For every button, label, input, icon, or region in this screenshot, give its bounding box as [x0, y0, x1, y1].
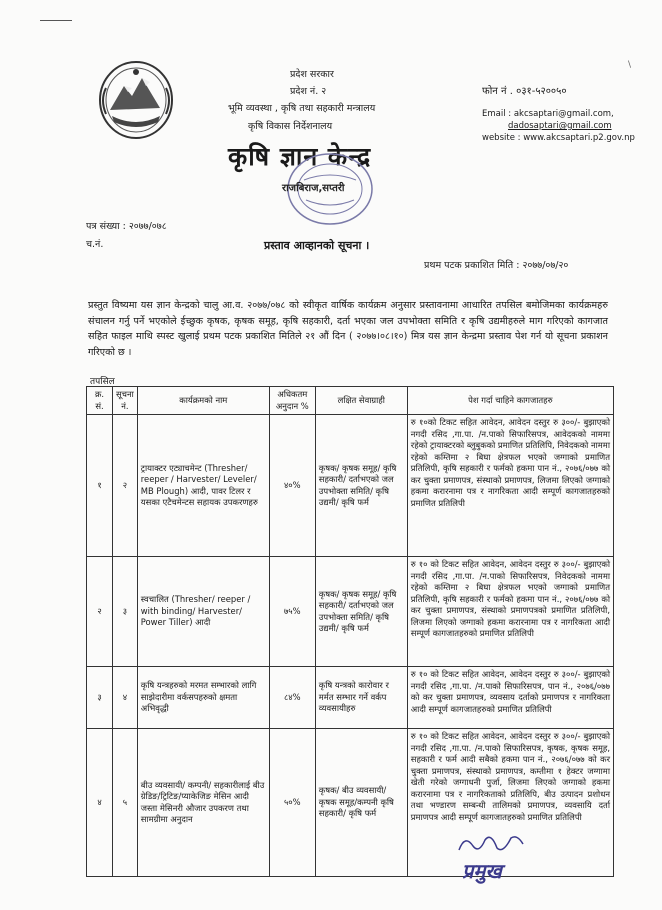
cell-sn: ३: [87, 667, 113, 729]
cell-subsidy: ८४%: [269, 667, 315, 729]
program-table: [86, 386, 614, 877]
chalani-number: च.नं.: [86, 239, 104, 250]
cell-sn: ४: [87, 729, 113, 877]
cell-beneficiary: कृषक/ कृषक समूह/ कृषि सहकारी/ दर्ताभएको जल उपभोक्ता समिति/ कृषि उद्यमी/ कृषि फर्म: [315, 557, 407, 667]
table-header-row: [87, 387, 614, 415]
office-title: कृषि ज्ञान केन्द्र: [228, 142, 372, 171]
table-row: [87, 667, 614, 729]
cell-documents: रु १० को टिकट सहित आवेदन, आवेदन दस्तुर रु ३००/- बुझाएको नगदी रसिद ,गा.पा. /न.पाको सिफारिसपत्र, निवेदकको नाममा रहेको कम्तिमा २ बिघा क्षेत्रफल भएको जग्गाको प्रमाणित प्रतिलिपी, कृषि सहकारी र फर्मको हकमा पान नं., २०७६/०७७ को कर चुक्ता प्रमाणपत्र, संस्थाको प्रमाणपत्रको प्रमाणित प्रतिलिपी, लिजमा लिएको जग्गाको हकमा करारनामा पत्र र नागरिकता आदी सम्पूर्ण कागजातहरुको प्रमाणित प्रतिलिपी: [407, 557, 613, 667]
cell-notice-no: २: [113, 415, 138, 557]
tapsil-label: तपसिल: [90, 377, 115, 387]
header-line-1: प्रदेश सरकार: [290, 69, 334, 80]
header-line-3: भूमि व्यवस्था , कृषि तथा सहकारी मन्त्रालय: [228, 103, 376, 114]
table-row: [87, 557, 614, 667]
cell-sn: २: [87, 557, 113, 667]
cell-notice-no: ४: [113, 667, 138, 729]
notice-paragraph: प्रस्तुत विष्यमा यस ज्ञान केन्द्रको चालु आ.व. २०७७/०७८ को स्वीकृत वार्षिक कार्यक्रम अनुसार प्रस्तावनामा आधारित तपसिल बमोजिमका कार्यक्रमहरु संचालन गर्नु पर्ने भएकोले ईच्छुक कृषक, कृषक समूह, कृषि सहकारी, दर्ता भएका जल उपभोक्ता समिति र कृषि उद्यमीहरुले माग गरिएको कागजात सहित फाइल माथि स्पस्ट खुलाई प्रथम पटक प्रकाशित मितिले २१ औं दिन ( २०७७।०८।१०) मित्र यस ज्ञान केन्द्रमा प्रस्ताव पेश गर्न यो सूचना प्रकाशन गरिएको छ ।: [88, 300, 608, 358]
col-header-sn: क्र. सं.: [87, 387, 113, 415]
header-line-4: कृषि विकास निर्देशनालय: [248, 121, 333, 132]
patra-sankhya: पत्र संख्या : २०७७/०७८: [86, 221, 167, 232]
col-header-subsidy: अधिकतम अनुदान %: [269, 387, 315, 415]
published-date: प्रथम पटक प्रकाशित मिति : २०७७/०७/२०: [424, 260, 569, 271]
cell-program: ट्रायाक्टर एट्याचमेन्ट (Thresher/ reeper / Harvester/ Leveler/ MB Plough) आदी, पावर टिलर र यसका एटैचमेन्टस सहायक उपकरणहरु: [137, 415, 269, 557]
cell-documents: रु १० को टिकट सहित आवेदन, आवेदन दस्तुर रु ३००/- बुझाएको नगदी रसिद ,गा.पा. /न.पाको सिफारिसपत्र, पान नं., २०७६/०७७ को कर चुक्ता प्रमाणपत्र, व्यवसाय दर्ताको प्रमाणपत्र र नागरिकता आदी सम्पूर्ण कागजातहरुको प्रमाणित प्रतिलिपी: [407, 667, 613, 729]
col-header-notice: सूचना नं.: [113, 387, 138, 415]
col-header-program: कार्यक्रमको नाम: [137, 387, 269, 415]
top-margin-line: [40, 20, 72, 21]
signature-scribble-icon: [455, 832, 527, 856]
table-row: [87, 729, 614, 877]
cell-subsidy: ७५%: [269, 557, 315, 667]
col-header-documents: पेश गर्दा चाहिने कागजातहरु: [407, 387, 613, 415]
cell-program: कृषि यन्त्रहरुको मरमत सम्भारको लागि साझेदारीमा वर्कसपहरुको क्षमता अभिवृद्धी: [137, 667, 269, 729]
email-secondary: dadosaptari@gmail.com: [508, 121, 612, 131]
email-primary: Email : akcsaptari@gmail.com,: [482, 109, 614, 119]
seal-signature-text: राजबिराज,सप्तरी: [282, 183, 345, 194]
website: website : www.akcsaptari.p2.gov.np: [482, 133, 635, 143]
cell-beneficiary: कृषक/ कृषक समूह/ कृषि सहकारी/ दर्ताभएको जल उपभोक्ता समिति/ कृषि उद्यमी/ कृषि फर्म: [315, 415, 407, 557]
nepal-emblem-icon: [96, 58, 176, 142]
cell-beneficiary: कृषक/ बीउ व्यवसायी/ कृषक समूह/कम्पनी कृषि सहकारी/ कृषि फर्म: [315, 729, 407, 877]
cell-beneficiary: कृषि यन्त्रको कारोवार र मर्मत सम्भार गर्ने वर्कप व्यवसायीहरु: [315, 667, 407, 729]
notice-title: प्रस्ताव आव्हानको सूचना ।: [264, 239, 370, 252]
cell-program: बीउ व्यवसायी/ कम्पनी/ सहकारीलाई बीउ ग्रेडिङ/ट्रिटिङ/प्याकेजिङ मेसिन आदी जस्ता मेसिनरी औजार उपकरण तथा सामग्रीमा अनुदान: [137, 729, 269, 877]
col-header-beneficiary: लक्षित सेवाग्राही: [315, 387, 407, 415]
cell-subsidy: ५०%: [269, 729, 315, 877]
cell-notice-no: ५: [113, 729, 138, 877]
signature-pramukh: प्रमुख: [462, 859, 502, 883]
header-line-2: प्रदेश नं. २: [290, 86, 327, 97]
cell-documents: रु १० को टिकट सहित आवेदन, आवेदन दस्तुर रु ३००/- बुझाएको नगदी रसिद ,गा.पा. /न.पाको सिफारिसपत्र, कृषक, कृषक समूह, सहकारी र फर्म आदी सबैको हकमा पान नं., २०७६/०७७ को कर चुक्ता प्रमाणपत्र, संस्थाको प्रमाणपत्र, कम्तीमा १ हेक्टर जग्गामा खेती गरेको जग्गाधनी पुर्जा, लिजमा लिएको जग्गाको हकमा करारनामा पत्र र नागरिकताको प्रतिलिपि, बीउ उत्पादन प्रशोधन तथा भण्डारण सम्बन्धी तालिमको प्रमाणपत्र, व्यवसायि दर्ता प्रमाणपत्र आदी सम्पूर्ण कागजातहरुको प्रमाणित प्रतिलिपी: [407, 729, 613, 877]
margin-mark: \: [628, 60, 632, 70]
cell-program: स्वचालित (Thresher/ reeper / with binding/ Harvester/ Power Tiller) आदी: [137, 557, 269, 667]
cell-documents: रु १०को टिकट सहित आवेदन, आवेदन दस्तुर रु ३००/- बुझाएको नगदी रसिद ,गा.पा. /न.पाको सिफारिसपत्र, आवेदकको नाममा रहेको ट्रायाक्टरको ब्लुबुकको प्रमाणित प्रतिलिपि, निवेदकको नाममा रहेको कम्तिमा २ बिघा क्षेत्रफल भएको जग्गाको प्रमाणित प्रतिलिपी, कृषि सहकारी र फर्मको हकमा पान नं., २०७६/०७७ को कर चुक्ता प्रमाणपत्र, संस्थाको प्रमाणपत्र, लिजमा लिएको जग्गाको हकमा करारनामा पत्र र नागरिकता आदी सम्पूर्ण कागजातहरुको प्रमाणित प्रतिलिपी: [407, 415, 613, 557]
cell-notice-no: ३: [113, 557, 138, 667]
phone-number: फोन नं . ०३१-५२००५०: [482, 86, 567, 97]
cell-subsidy: ४०%: [269, 415, 315, 557]
cell-sn: १: [87, 415, 113, 557]
table-row: [87, 415, 614, 557]
